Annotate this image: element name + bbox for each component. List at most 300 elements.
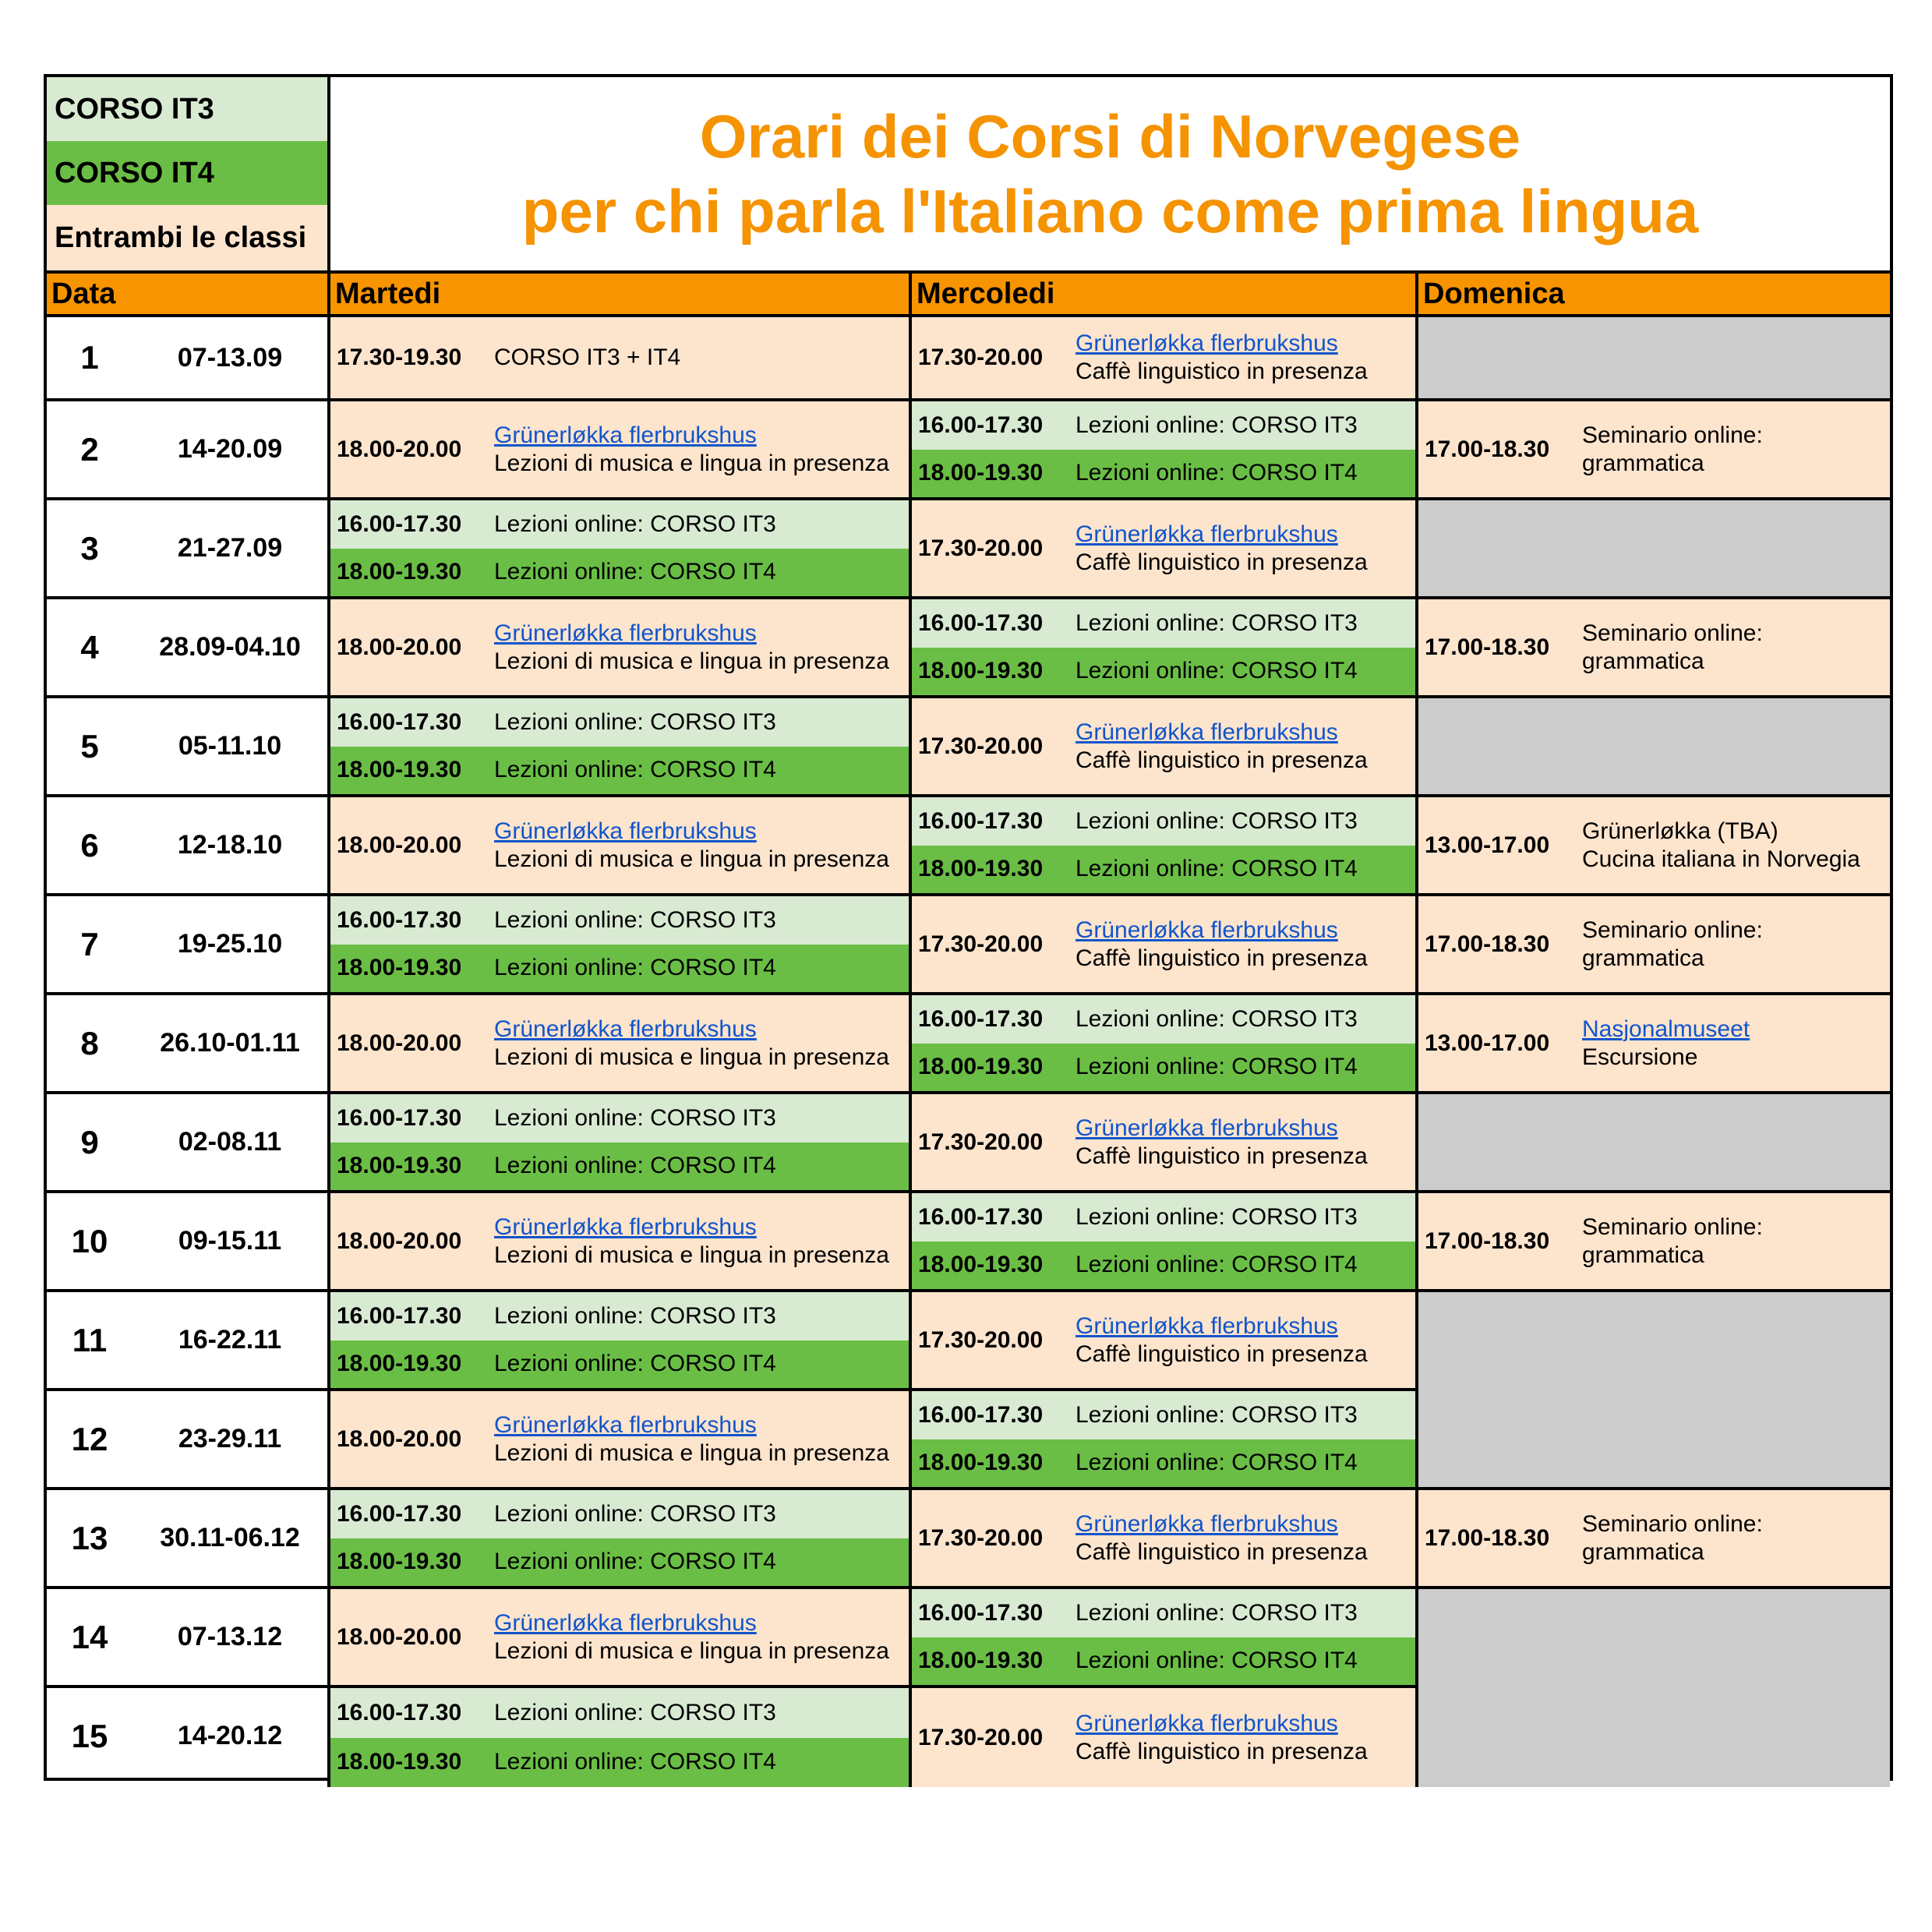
- slot-text: Lezioni online: CORSO IT3: [1075, 1005, 1358, 1032]
- slot-time: 17.30-19.30: [337, 344, 462, 370]
- domenica-cell: [1418, 1490, 1890, 1589]
- week-row-date: [47, 995, 330, 1094]
- slot-description: [1582, 917, 1890, 973]
- legend-both: [47, 205, 327, 270]
- slot-description: [494, 1152, 776, 1180]
- slot-time: 18.00-20.00: [337, 1227, 462, 1254]
- slot-time: 17.30-20.00: [918, 1128, 1044, 1155]
- location-link[interactable]: Grünerløkka flerbrukshus: [494, 1609, 757, 1636]
- time-slot: [912, 1391, 1415, 1439]
- time-slot: [912, 317, 1415, 398]
- slot-time: 18.00-19.30: [918, 658, 1044, 684]
- slot-text: Lezioni online: CORSO IT4: [494, 1153, 776, 1179]
- time-slot: [912, 599, 1415, 648]
- slot-text: Seminario online: grammatica: [1582, 917, 1763, 971]
- location-link[interactable]: Grünerløkka flerbrukshus: [494, 1015, 757, 1042]
- slot-description: [1075, 1053, 1358, 1081]
- slot-text: Lezioni online: CORSO IT4: [494, 757, 776, 783]
- time-slot: [1418, 401, 1890, 497]
- slot-text: Seminario online: grammatica: [1582, 620, 1763, 674]
- slot-text: Lezioni online: CORSO IT4: [494, 1749, 776, 1775]
- slot-time: 16.00-17.30: [337, 510, 462, 537]
- slot-time: 17.00-18.30: [1425, 634, 1550, 660]
- week-dates: 14-20.09: [177, 434, 283, 464]
- time-slot: [330, 1589, 909, 1685]
- slot-time: 18.00-20.00: [337, 1425, 462, 1452]
- mercoledi-cell: [912, 698, 1418, 797]
- slot-time: 17.30-20.00: [918, 733, 1044, 759]
- domenica-cell: [1418, 1589, 1890, 1787]
- week-row-date: [47, 1688, 330, 1787]
- week-number: 8: [80, 1025, 99, 1061]
- slot-description: [494, 1015, 889, 1072]
- slot-description: [494, 1350, 776, 1378]
- time-slot: [330, 1490, 909, 1538]
- week-row-date: [47, 500, 330, 599]
- header-martedi: [330, 270, 912, 317]
- time-slot: [330, 549, 909, 597]
- week-dates: 02-08.11: [178, 1127, 282, 1157]
- legend-it3: [47, 77, 327, 141]
- domenica-cell: [1418, 797, 1890, 896]
- time-slot: [912, 1589, 1415, 1637]
- slot-time: 16.00-17.30: [337, 1699, 462, 1725]
- time-slot: [330, 1094, 909, 1143]
- domenica-cell: [1418, 896, 1890, 995]
- slot-time: 18.00-19.30: [918, 856, 1044, 882]
- slot-time: 17.00-18.30: [1425, 1524, 1550, 1551]
- slot-text: Lezioni online: CORSO IT4: [1075, 1450, 1358, 1476]
- mercoledi-cell: [912, 995, 1418, 1094]
- week-number: 10: [71, 1223, 108, 1259]
- title-line-2: per chi parla l'Italiano come prima lingua: [521, 177, 1699, 245]
- time-slot: [912, 1044, 1415, 1092]
- week-row-date: [47, 896, 330, 995]
- slot-text: Lezioni di musica e lingua in presenza: [494, 1241, 889, 1268]
- location-link[interactable]: Grünerløkka flerbrukshus: [1075, 719, 1338, 745]
- martedi-cell: [330, 797, 912, 896]
- slot-description: [494, 558, 776, 586]
- slot-text: Caffè linguistico in presenza: [1075, 1340, 1368, 1367]
- week-row-date: [47, 1391, 330, 1490]
- time-slot: [912, 401, 1415, 450]
- slot-description: [1075, 719, 1368, 775]
- location-link[interactable]: Grünerløkka flerbrukshus: [494, 1213, 757, 1240]
- slot-time: 16.00-17.30: [337, 1302, 462, 1329]
- slot-text: Lezioni di musica e lingua in presenza: [494, 1044, 889, 1070]
- slot-description: [494, 1104, 776, 1132]
- slot-description: [494, 620, 889, 676]
- week-number: 3: [80, 530, 99, 567]
- slot-description: [494, 344, 680, 372]
- time-slot: [330, 747, 909, 795]
- time-slot: [912, 450, 1415, 498]
- legend-it4: [47, 141, 327, 205]
- time-slot: [1418, 896, 1890, 992]
- header-domenica-label: Domenica: [1423, 277, 1565, 310]
- martedi-cell: [330, 698, 912, 797]
- schedule-sheet: [44, 74, 1893, 1781]
- slot-description: [1075, 1710, 1368, 1766]
- slot-description: [494, 818, 889, 874]
- location-link[interactable]: Grünerløkka flerbrukshus: [494, 620, 757, 646]
- week-row-date: [47, 1490, 330, 1589]
- slot-description: [1075, 1599, 1358, 1627]
- week-row-date: [47, 317, 330, 401]
- mercoledi-cell: [912, 797, 1418, 896]
- week-dates: 14-20.12: [177, 1721, 283, 1750]
- slot-text: Lezioni di musica e lingua in presenza: [494, 846, 889, 872]
- slot-text: Lezioni di musica e lingua in presenza: [494, 1637, 889, 1664]
- slot-text: Lezioni di musica e lingua in presenza: [494, 648, 889, 674]
- domenica-cell: [1418, 599, 1890, 698]
- time-slot: [912, 1688, 1415, 1787]
- time-slot: [1418, 1193, 1890, 1289]
- slot-text: Caffè linguistico in presenza: [1075, 1143, 1368, 1169]
- slot-description: [1075, 411, 1358, 440]
- slot-text: Lezioni online: CORSO IT3: [494, 1699, 776, 1725]
- time-slot: [330, 317, 909, 398]
- slot-description: [494, 906, 776, 934]
- slot-description: [1582, 422, 1890, 478]
- mercoledi-cell: [912, 1292, 1418, 1391]
- time-slot: [330, 599, 909, 695]
- slot-description: [1075, 917, 1368, 973]
- empty-slot: [1418, 1589, 1890, 1787]
- slot-time: 16.00-17.30: [918, 1203, 1044, 1230]
- slot-text: Lezioni online: CORSO IT4: [494, 559, 776, 585]
- slot-text: Lezioni online: CORSO IT3: [494, 708, 776, 735]
- time-slot: [1418, 797, 1890, 893]
- week-row-date: [47, 1094, 330, 1193]
- week-row-date: [47, 1292, 330, 1391]
- slot-time: 18.00-20.00: [337, 436, 462, 462]
- time-slot: [330, 1143, 909, 1191]
- empty-slot: [1418, 698, 1890, 794]
- slot-description: [494, 756, 776, 784]
- slot-description: [1075, 657, 1358, 685]
- slot-time: 18.00-20.00: [337, 1623, 462, 1650]
- slot-text: Caffè linguistico in presenza: [1075, 1538, 1368, 1565]
- week-dates: 21-27.09: [177, 533, 283, 563]
- slot-text: Seminario online: grammatica: [1582, 422, 1763, 476]
- slot-time: 16.00-17.30: [918, 411, 1044, 438]
- time-slot: [912, 1490, 1415, 1586]
- slot-description: [1075, 807, 1358, 835]
- mercoledi-cell: [912, 1589, 1418, 1688]
- slot-description: [494, 510, 776, 539]
- week-number: 6: [80, 827, 99, 864]
- time-slot: [912, 1292, 1415, 1388]
- slot-text: Grünerløkka (TBA): [1582, 818, 1778, 844]
- week-row-date: [47, 599, 330, 698]
- slot-description: [1075, 1312, 1368, 1369]
- slot-description: [1075, 1251, 1358, 1279]
- mercoledi-cell: [912, 599, 1418, 698]
- slot-description: [1582, 818, 1860, 874]
- week-number: 12: [71, 1421, 108, 1457]
- slot-description: [494, 1213, 889, 1270]
- martedi-cell: [330, 1094, 912, 1193]
- slot-time: 18.00-19.30: [918, 460, 1044, 486]
- slot-text: Lezioni online: CORSO IT3: [1075, 807, 1358, 834]
- week-dates: 30.11-06.12: [160, 1523, 300, 1552]
- slot-time: 13.00-17.00: [1425, 1030, 1550, 1056]
- week-number: 15: [71, 1718, 108, 1754]
- time-slot: [330, 1738, 909, 1788]
- time-slot: [330, 500, 909, 549]
- week-number: 13: [71, 1520, 108, 1556]
- week-dates: 23-29.11: [178, 1424, 282, 1453]
- domenica-cell: [1418, 1094, 1890, 1193]
- slot-time: 17.30-20.00: [918, 931, 1044, 957]
- martedi-cell: [330, 1292, 912, 1391]
- slot-time: 17.30-20.00: [918, 535, 1044, 561]
- legend-it4-label: CORSO IT4: [55, 156, 214, 189]
- slot-time: 17.30-20.00: [918, 1524, 1044, 1551]
- slot-text: Lezioni online: CORSO IT3: [1075, 1401, 1358, 1428]
- empty-slot: [1418, 1292, 1890, 1487]
- slot-text: Lezioni online: CORSO IT3: [1075, 411, 1358, 438]
- slot-text: Lezioni online: CORSO IT3: [494, 1104, 776, 1131]
- time-slot: [1418, 1490, 1890, 1586]
- slot-text: Caffè linguistico in presenza: [1075, 945, 1368, 971]
- week-number: 4: [80, 629, 99, 666]
- time-slot: [330, 945, 909, 993]
- slot-text: Lezioni online: CORSO IT3: [494, 510, 776, 537]
- slot-time: 18.00-19.30: [918, 1054, 1044, 1080]
- slot-time: 18.00-20.00: [337, 832, 462, 858]
- martedi-cell: [330, 995, 912, 1094]
- time-slot: [330, 995, 909, 1091]
- week-number: 1: [80, 339, 99, 376]
- slot-time: 16.00-17.30: [918, 1005, 1044, 1032]
- time-slot: [1418, 995, 1890, 1091]
- domenica-cell: [1418, 995, 1890, 1094]
- mercoledi-cell: [912, 1094, 1418, 1193]
- time-slot: [330, 698, 909, 747]
- time-slot: [912, 1241, 1415, 1290]
- location-link[interactable]: Grünerløkka flerbrukshus: [494, 422, 757, 448]
- time-slot: [912, 995, 1415, 1044]
- legend-both-label: Entrambi le classi: [55, 221, 307, 254]
- slot-description: [1582, 1015, 1750, 1072]
- location-link[interactable]: Grünerløkka flerbrukshus: [1075, 330, 1338, 356]
- legend-it3-label: CORSO IT3: [55, 92, 214, 125]
- slot-text: Lezioni online: CORSO IT4: [1075, 658, 1358, 684]
- slot-description: [494, 1699, 776, 1727]
- slot-description: [494, 708, 776, 736]
- slot-time: 16.00-17.30: [918, 1599, 1044, 1626]
- slot-time: 17.00-18.30: [1425, 1227, 1550, 1254]
- time-slot: [912, 1439, 1415, 1488]
- week-number: 9: [80, 1124, 99, 1160]
- martedi-cell: [330, 317, 912, 401]
- empty-slot: [1418, 500, 1890, 596]
- time-slot: [912, 1193, 1415, 1241]
- location-link[interactable]: Grünerløkka flerbrukshus: [1075, 1312, 1338, 1339]
- week-dates: 12-18.10: [177, 830, 283, 860]
- slot-description: [1582, 1510, 1890, 1566]
- time-slot: [330, 1538, 909, 1587]
- slot-time: 16.00-17.30: [918, 609, 1044, 636]
- martedi-cell: [330, 1391, 912, 1490]
- slot-time: 18.00-19.30: [337, 1549, 462, 1575]
- slot-time: 18.00-19.30: [337, 955, 462, 981]
- martedi-cell: [330, 500, 912, 599]
- domenica-cell: [1418, 401, 1890, 500]
- week-number: 7: [80, 926, 99, 962]
- martedi-cell: [330, 599, 912, 698]
- slot-text: CORSO IT3 + IT4: [494, 344, 681, 370]
- time-slot: [912, 1094, 1415, 1190]
- week-row-date: [47, 1589, 330, 1688]
- slot-time: 18.00-20.00: [337, 1030, 462, 1056]
- week-dates: 16-22.11: [178, 1325, 282, 1355]
- slot-description: [1075, 855, 1358, 883]
- slot-text: Caffè linguistico in presenza: [1075, 1738, 1368, 1764]
- slot-time: 18.00-19.30: [337, 757, 462, 783]
- week-dates: 09-15.11: [178, 1226, 282, 1256]
- time-slot: [1418, 599, 1890, 695]
- header-mercoledi-label: Mercoledi: [917, 277, 1055, 310]
- header-data: [47, 270, 330, 317]
- week-row-date: [47, 698, 330, 797]
- slot-time: 18.00-20.00: [337, 634, 462, 660]
- page-title: [327, 77, 1890, 270]
- slot-description: [494, 1548, 776, 1576]
- slot-time: 17.30-20.00: [918, 1724, 1044, 1750]
- slot-time: 17.30-20.00: [918, 344, 1044, 370]
- time-slot: [912, 896, 1415, 992]
- time-slot: [330, 1292, 909, 1340]
- slot-description: [1582, 1213, 1890, 1270]
- slot-time: 17.00-18.30: [1425, 436, 1550, 462]
- slot-description: [1075, 1647, 1358, 1675]
- domenica-cell: [1418, 500, 1890, 599]
- slot-text: Caffè linguistico in presenza: [1075, 549, 1368, 575]
- slot-description: [1075, 521, 1368, 577]
- slot-time: 16.00-17.30: [918, 807, 1044, 834]
- slot-description: [494, 422, 889, 478]
- slot-text: Lezioni online: CORSO IT3: [1075, 1599, 1358, 1626]
- domenica-cell: [1418, 1292, 1890, 1490]
- slot-time: 18.00-19.30: [918, 1648, 1044, 1674]
- time-slot: [912, 846, 1415, 894]
- slot-description: [1075, 1401, 1358, 1429]
- slot-time: 13.00-17.00: [1425, 832, 1550, 858]
- slot-time: 18.00-19.30: [918, 1252, 1044, 1278]
- slot-time: 16.00-17.30: [337, 906, 462, 933]
- week-row-date: [47, 1193, 330, 1292]
- mercoledi-cell: [912, 401, 1418, 500]
- time-slot: [912, 1637, 1415, 1686]
- slot-text: Cucina italiana in Norvegia: [1582, 846, 1860, 872]
- slot-text: Seminario online: grammatica: [1582, 1510, 1763, 1565]
- martedi-cell: [330, 1589, 912, 1688]
- slot-text: Lezioni online: CORSO IT3: [1075, 1203, 1358, 1230]
- slot-description: [494, 1302, 776, 1330]
- slot-text: Seminario online: grammatica: [1582, 1213, 1763, 1268]
- location-link[interactable]: Grünerløkka flerbrukshus: [1075, 917, 1338, 943]
- slot-text: Lezioni online: CORSO IT3: [494, 1500, 776, 1527]
- slot-description: [1075, 1114, 1368, 1171]
- slot-description: [494, 1411, 889, 1468]
- time-slot: [330, 1193, 909, 1289]
- week-row-date: [47, 797, 330, 896]
- location-link[interactable]: Grünerløkka flerbrukshus: [494, 818, 757, 844]
- slot-text: Lezioni di musica e lingua in presenza: [494, 1439, 889, 1466]
- slot-description: [1075, 609, 1358, 638]
- slot-time: 17.30-20.00: [918, 1326, 1044, 1353]
- slot-text: Lezioni online: CORSO IT4: [494, 955, 776, 981]
- martedi-cell: [330, 896, 912, 995]
- week-dates: 07-13.12: [177, 1622, 283, 1651]
- location-link[interactable]: Grünerløkka flerbrukshus: [1075, 1710, 1338, 1736]
- week-number: 11: [72, 1322, 108, 1358]
- slot-text: Lezioni online: CORSO IT4: [494, 1549, 776, 1575]
- slot-time: 18.00-19.30: [918, 1450, 1044, 1476]
- martedi-cell: [330, 1688, 912, 1787]
- location-link[interactable]: Nasjonalmuseet: [1582, 1015, 1750, 1042]
- slot-text: Escursione: [1582, 1044, 1698, 1070]
- slot-text: Lezioni online: CORSO IT4: [1075, 1252, 1358, 1278]
- slot-time: 17.00-18.30: [1425, 931, 1550, 957]
- time-slot: [330, 401, 909, 497]
- mercoledi-cell: [912, 500, 1418, 599]
- slot-description: [1075, 1005, 1358, 1033]
- slot-description: [1075, 330, 1368, 386]
- time-slot: [330, 797, 909, 893]
- location-link[interactable]: Grünerløkka flerbrukshus: [494, 1411, 757, 1438]
- slot-description: [494, 954, 776, 982]
- slot-text: Lezioni online: CORSO IT4: [1075, 460, 1358, 486]
- mercoledi-cell: [912, 1391, 1418, 1490]
- domenica-cell: [1418, 698, 1890, 797]
- week-number: 2: [80, 431, 99, 468]
- location-link[interactable]: Grünerløkka flerbrukshus: [1075, 1510, 1338, 1537]
- slot-description: [1075, 1510, 1368, 1566]
- time-slot: [912, 698, 1415, 794]
- header-data-label: Data: [51, 277, 116, 310]
- location-link[interactable]: Grünerløkka flerbrukshus: [1075, 521, 1338, 547]
- header-domenica: [1418, 270, 1890, 317]
- slot-description: [1075, 1203, 1358, 1231]
- time-slot: [330, 1688, 909, 1738]
- title-line-1: Orari dei Corsi di Norvegese: [699, 102, 1521, 171]
- slot-description: [1075, 459, 1358, 487]
- mercoledi-cell: [912, 1490, 1418, 1589]
- location-link[interactable]: Grünerløkka flerbrukshus: [1075, 1114, 1338, 1141]
- mercoledi-cell: [912, 896, 1418, 995]
- slot-description: [494, 1609, 889, 1665]
- week-dates: 19-25.10: [177, 929, 283, 959]
- slot-time: 16.00-17.30: [337, 708, 462, 735]
- slot-description: [1582, 620, 1890, 676]
- week-dates: 28.09-04.10: [159, 632, 301, 662]
- martedi-cell: [330, 1490, 912, 1589]
- slot-time: 16.00-17.30: [918, 1401, 1044, 1428]
- week-dates: 05-11.10: [178, 731, 282, 761]
- slot-text: Lezioni di musica e lingua in presenza: [494, 450, 889, 476]
- header-martedi-label: Martedi: [335, 277, 441, 310]
- domenica-cell: [1418, 1193, 1890, 1292]
- time-slot: [912, 797, 1415, 846]
- slot-time: 16.00-17.30: [337, 1500, 462, 1527]
- header-mercoledi: [912, 270, 1418, 317]
- mercoledi-cell: [912, 1193, 1418, 1292]
- slot-time: 18.00-19.30: [337, 1351, 462, 1377]
